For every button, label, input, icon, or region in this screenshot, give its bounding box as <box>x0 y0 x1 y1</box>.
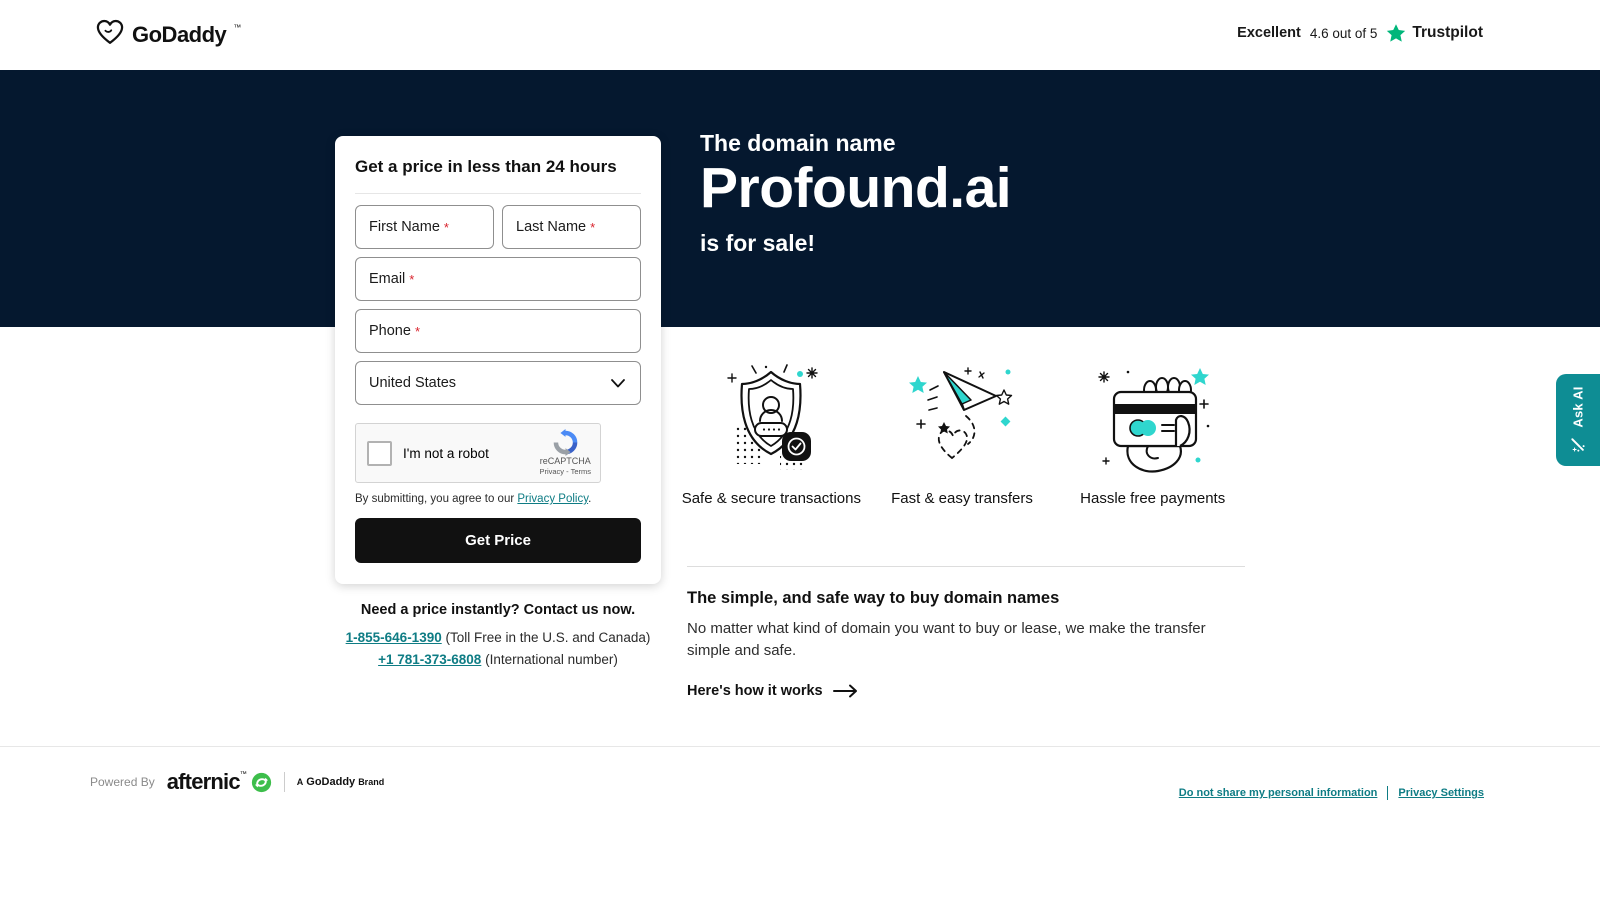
ask-ai-label: Ask AI <box>1570 386 1586 428</box>
powered-by-label: Powered By <box>90 775 155 789</box>
hero-text <box>700 130 1011 257</box>
section-divider <box>687 566 1245 567</box>
footer-branding <box>90 769 384 795</box>
contact-block <box>333 602 663 671</box>
privacy-settings-link[interactable]: Privacy Settings <box>1398 787 1484 799</box>
trustpilot-rating-label: Excellent <box>1237 25 1301 41</box>
name-fields-row <box>355 205 641 249</box>
phone-field[interactable] <box>355 309 641 353</box>
privacy-policy-link[interactable]: Privacy Policy <box>517 493 589 505</box>
footer-links-separator <box>1387 786 1388 800</box>
feature-easy-transfers <box>867 362 1058 507</box>
get-price-button[interactable]: Get Price <box>355 518 641 563</box>
shield-security-icon <box>676 362 867 474</box>
footer-divider <box>0 746 1600 747</box>
info-heading: The simple, and safe way to buy domain names <box>687 589 1060 607</box>
afternic-logo-icon <box>251 772 272 793</box>
chevron-down-icon <box>611 379 625 388</box>
country-select[interactable] <box>355 361 641 405</box>
toll-free-line <box>333 627 663 649</box>
recaptcha-brand-block <box>539 429 591 477</box>
required-marker: * <box>414 323 420 339</box>
ask-ai-inner <box>1569 386 1587 453</box>
header <box>0 0 1600 70</box>
first-name-field[interactable] <box>355 205 494 249</box>
required-marker: * <box>409 271 415 287</box>
brand-suffix: Brand <box>358 777 385 787</box>
feature-label: Fast & easy transfers <box>891 490 1033 507</box>
hero-tagline: is for sale! <box>700 229 816 256</box>
godaddy-wordmark: GoDaddy <box>132 21 227 47</box>
credit-card-hand-icon <box>1057 362 1248 474</box>
feature-label: Safe & secure transactions <box>681 490 861 507</box>
disclaimer-prefix: By submitting, you agree to our <box>355 493 518 505</box>
hero-eyebrow: The domain name <box>700 130 896 156</box>
trustpilot-brand: Trustpilot <box>1412 24 1483 41</box>
magic-wand-icon <box>1569 436 1587 454</box>
trustpilot-score: 4.6 out of 5 <box>1309 25 1378 41</box>
info-body: No matter what kind of domain you want to buy or lease, we make the transfer simple and safe. <box>687 620 1206 659</box>
disclaimer-suffix: . <box>588 493 592 505</box>
info-section <box>687 589 1232 699</box>
international-line <box>333 649 663 671</box>
how-it-works-link[interactable] <box>687 683 1232 699</box>
feature-secure-transactions <box>676 362 867 507</box>
footer-links <box>1179 786 1484 800</box>
phone-label: Phone <box>369 323 411 339</box>
recaptcha-brand-text: reCAPTCHA <box>539 456 591 467</box>
contact-heading: Need a price instantly? Contact us now. <box>360 602 636 618</box>
do-not-share-link[interactable]: Do not share my personal information <box>1178 787 1378 799</box>
divider <box>355 193 641 194</box>
afternic-trademark: ™ <box>239 770 247 778</box>
arrow-right-icon <box>833 684 859 698</box>
domain-name: Profound.ai <box>700 156 1012 220</box>
international-note: (International number) <box>485 652 618 667</box>
brand-name: GoDaddy <box>306 776 356 788</box>
godaddy-heart-icon <box>95 18 125 51</box>
godaddy-trademark: ™ <box>233 23 242 32</box>
ask-ai-tab[interactable] <box>1556 374 1600 466</box>
brand-prefix: A <box>296 777 304 787</box>
feature-hassle-free-payments <box>1057 362 1248 507</box>
paper-plane-icon <box>867 362 1058 474</box>
features-row <box>676 362 1248 507</box>
afternic-wordmark[interactable]: afternic <box>166 769 240 794</box>
price-request-card <box>335 136 661 584</box>
form-title: Get a price in less than 24 hours <box>355 157 617 176</box>
toll-free-phone-link[interactable]: 1-855-646-1390 <box>345 630 442 645</box>
trustpilot-rating[interactable] <box>1237 23 1483 43</box>
toll-free-note: (Toll Free in the U.S. and Canada) <box>445 630 651 645</box>
first-name-label: First Name <box>369 219 440 235</box>
last-name-label: Last Name <box>516 219 587 235</box>
country-selected-value: United States <box>369 375 457 391</box>
feature-label: Hassle free payments <box>1080 490 1226 507</box>
required-marker: * <box>443 219 449 235</box>
recaptcha-privacy-terms-links[interactable]: Privacy - Terms <box>539 467 591 477</box>
godaddy-logo[interactable] <box>95 18 241 51</box>
international-phone-link[interactable]: +1 781-373-6808 <box>378 652 482 667</box>
submit-disclaimer <box>355 493 641 505</box>
last-name-field[interactable] <box>502 205 641 249</box>
recaptcha-widget <box>355 423 601 483</box>
recaptcha-label: I'm not a robot <box>403 445 489 461</box>
recaptcha-checkbox[interactable] <box>367 441 392 466</box>
trustpilot-star-icon <box>1386 23 1406 43</box>
how-it-works-label: Here's how it works <box>687 682 823 699</box>
email-label: Email <box>369 271 406 287</box>
recaptcha-logo-icon <box>539 429 591 456</box>
godaddy-brand-tag <box>297 776 384 788</box>
footer-separator <box>284 772 285 792</box>
email-field[interactable] <box>355 257 641 301</box>
required-marker: * <box>590 219 596 235</box>
